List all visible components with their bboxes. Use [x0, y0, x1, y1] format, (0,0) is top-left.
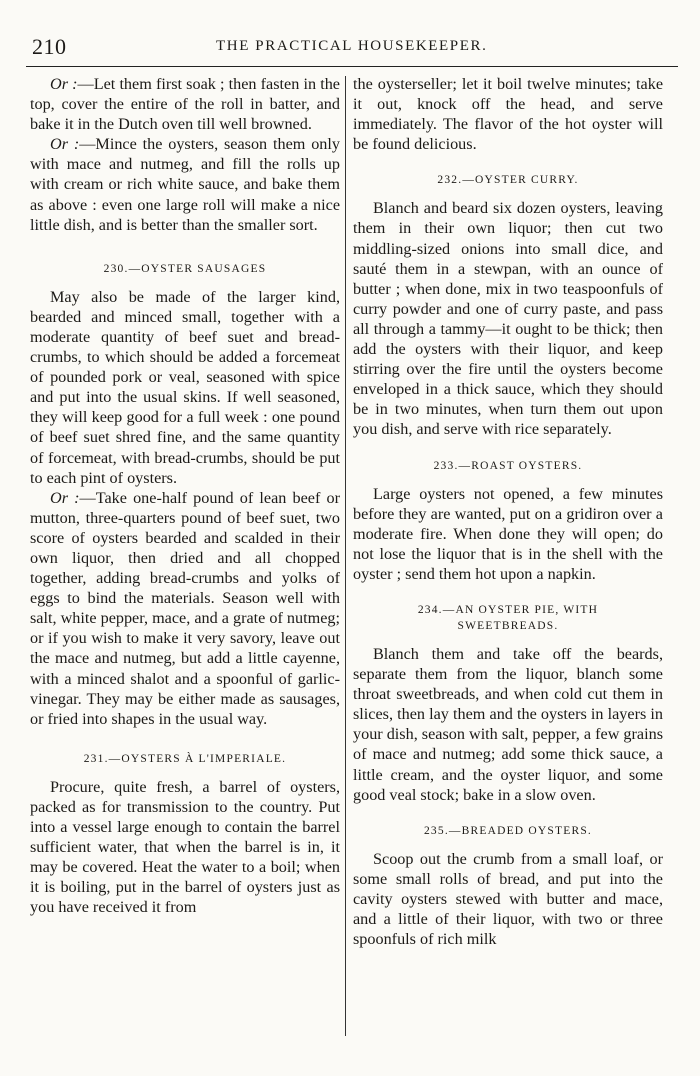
paragraph-text: —Let them first soak ; then fasten in the top, cover the entire of the roll in batter, and bake it in the Dutch oven till well browned.	[30, 75, 340, 134]
paragraph: Large oysters not opened, a few minutes before they are wanted, put on a gridiron over a moderate fire. When done they will open; do not lose the liquor that is in the shell with the oyster ; send them hot upon a napkin.	[353, 484, 663, 583]
paragraph: Blanch and beard six dozen oysters, leaving them in their own liquor; then cut two middling-sized onions into small dice, and sauté them in a stewpan, with an ounce of butter ; when done, mix in two teaspoonfuls of curry powder and one of curry paste, and pass all through a tammy—it ought to be thick; then add the oysters with their liquor, and keep stirring over the fire until the oysters become enveloped in a thick sauce, which they should be in two minutes, when turn them out upon you dish, and serve with rice separately.	[353, 199, 663, 439]
paragraph-text: —Mince the oysters, season them only with mace and nutmeg, and fill the rolls up with cream or rich white sauce, and bake them as above : even one large roll will make a nice little dish, and is better than the smaller sort.	[30, 135, 340, 234]
recipe-heading-231: 231.—OYSTERS À L'IMPERIALE.	[83, 752, 287, 765]
paragraph: Procure, quite fresh, a barrel of oysters, packed as for transmission to the country. Put into a vessel large enough to contain the barrel sufficient water, that when the barrel is in, it may be covered. Heat the water to a boil; when it is boiling, put in the barrel of oysters just as you have received it from	[30, 777, 340, 917]
right-column	[353, 74, 663, 1052]
page-header	[26, 34, 678, 64]
paragraph	[30, 488, 340, 729]
or-label: Or :	[50, 488, 80, 507]
recipe-heading-232: 232.—OYSTER CURRY.	[437, 174, 579, 187]
paragraph-text: —Take one-half pound of lean beef or mutton, three-quarters pound of beef suet, two score of oysters bearded and scalded in their own liquor, then dried and all chopped together, adding bread-crumbs and yolks of eggs to bind the materials. Season well with salt, white pepper, mace, and a grate of nutmeg; or if you wish to make it very savory, leave out the mace and nutmeg, but add a little cayenne, with a minced shalot and a spoonful of garlic-vinegar. They may be either made as sausages, or fried into shapes in the usual way.	[30, 488, 340, 728]
paragraph	[30, 74, 340, 134]
column-divider	[345, 76, 346, 1036]
recipe-heading-235: 235.—BREADED OYSTERS.	[423, 824, 592, 837]
recipe-heading-233: 233.—ROAST OYSTERS.	[433, 459, 583, 472]
recipe-heading-230: 230.—OYSTER SAUSAGES	[103, 262, 267, 275]
paragraph: Scoop out the crumb from a small loaf, or some small rolls of bread, and put into the cavity oysters stewed with butter and mace, and a little of their liquor, with two or three spoonfuls of rich milk	[353, 849, 663, 949]
recipe-heading-234: 234.—AN OYSTER PIE, WITH SWEETBREADS.	[417, 603, 599, 632]
header-rule	[26, 66, 678, 67]
paragraph: the oysterseller; let it boil twelve minutes; take it out, knock off the head, and serve immediately. The flavor of the hot oyster will be found delicious.	[353, 75, 663, 154]
or-label: Or :	[50, 75, 78, 93]
paragraph: Blanch them and take off the beards, separate them from the liquor, blanch some throat sweetbreads, and when cold cut them in slices, then lay them and the oysters in layers in your dish, season with salt, pepper, a few grains of mace and nutmeg; add some thick sauce, a little cream, and the oyster liquor, and some good veal stock; bake in a slow oven.	[353, 644, 663, 804]
paragraph	[30, 134, 340, 234]
paragraph: May also be made of the larger kind, bearded and minced small, together with a moderate quantity of beef suet and bread-crumbs, to which should be added a forcemeat of pounded pork or veal, seasoned with spice and put into the usual skins. If well seasoned, they will keep good for a full week : one pound of beef suet shred fine, and the same quantity of forcemeat, with bread-crumbs, should be put to each pint of oysters.	[30, 287, 340, 487]
or-label: Or :	[50, 135, 80, 154]
running-head: THE PRACTICAL HOUSEKEEPER.	[216, 38, 488, 54]
left-column	[30, 74, 340, 1052]
page-number: 210	[32, 34, 67, 59]
